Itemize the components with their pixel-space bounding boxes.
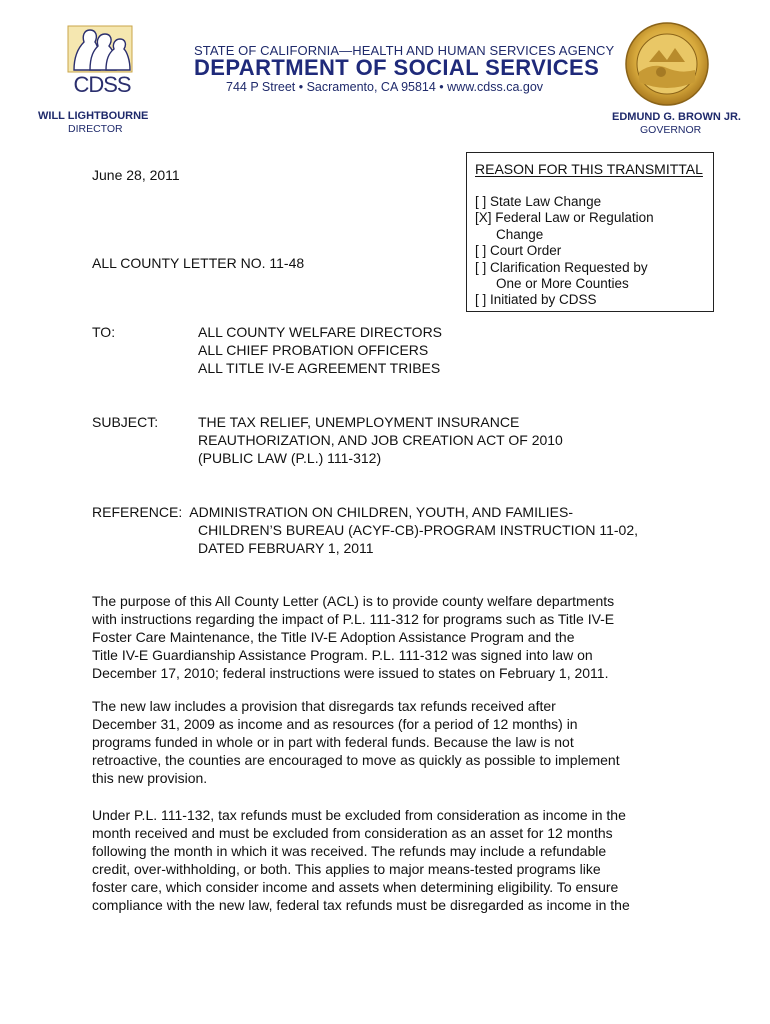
reference-line: DATED FEBRUARY 1, 2011	[198, 540, 374, 556]
paragraph-line: December 31, 2009 as income and as resources (for a period of 12 months) in	[92, 716, 578, 732]
cdss-logo	[60, 20, 140, 110]
transmittal-item: [ ] Court Order	[475, 243, 562, 259]
letter-number: ALL COUNTY LETTER NO. 11-48	[92, 255, 305, 271]
people-silhouette-icon	[60, 20, 140, 76]
reference-line: CHILDREN’S BUREAU (ACYF-CB)-PROGRAM INSTRUCTION 11-02,	[198, 522, 639, 538]
transmittal-item: Change	[496, 226, 544, 242]
transmittal-item: One or More Counties	[496, 276, 629, 292]
subject-line: REAUTHORIZATION, AND JOB CREATION ACT OF 2010	[198, 432, 563, 448]
subject-line: THE TAX RELIEF, UNEMPLOYMENT INSURANCE	[198, 414, 520, 430]
paragraph-line: The new law includes a provision that disregards tax refunds received after	[92, 698, 556, 714]
transmittal-list	[475, 194, 654, 309]
paragraph-line: Title IV-E Guardianship Assistance Program. P.L. 111-312 was signed into law on	[92, 647, 593, 663]
logo-text: CDSS	[73, 72, 131, 97]
governor-name: EDMUND G. BROWN JR.	[612, 111, 741, 123]
paragraph-line: Under P.L. 111-132, tax refunds must be excluded from consideration as income in the	[92, 807, 626, 823]
reference-first-line: REFERENCE: ADMINISTRATION ON CHILDREN, YOUTH, AND FAMILIES-	[92, 504, 573, 520]
governor-title: GOVERNOR	[640, 124, 702, 136]
paragraph-line: foster care, which consider income and assets when determining eligibility. To ensure	[92, 879, 619, 895]
state-seal-icon	[625, 22, 709, 106]
transmittal-item: [X] Federal Law or Regulation	[475, 210, 654, 226]
director-name: WILL LIGHTBOURNE	[38, 110, 149, 122]
paragraph-line: with instructions regarding the impact of P.L. 111-312 for programs such as Title IV-E	[92, 611, 615, 627]
transmittal-item: [ ] Initiated by CDSS	[475, 292, 597, 308]
agency-name: STATE OF CALIFORNIA—HEALTH AND HUMAN SERVICES AGENCY	[194, 43, 615, 58]
paragraph-line: month received and must be excluded from consideration as an asset for 12 months	[92, 825, 613, 841]
body-paragraph-1	[92, 592, 692, 682]
body-paragraph-3	[92, 806, 692, 914]
subject-label: SUBJECT:	[92, 414, 159, 430]
paragraph-line: Foster Care Maintenance, the Title IV-E Adoption Assistance Program and the	[92, 629, 575, 645]
subject-text	[198, 413, 563, 467]
paragraph-line: retroactive, the counties are encouraged to move as quickly as possible to implement	[92, 752, 620, 768]
paragraph-line: credit, over-withholding, or both. This applies to major means-tested programs like	[92, 861, 601, 877]
paragraph-line: following the month in which it was received. The refunds may include a refundable	[92, 843, 607, 859]
recipient-line: ALL COUNTY WELFARE DIRECTORS	[198, 324, 443, 340]
paragraph-line: compliance with the new law, federal tax refunds must be disregarded as income in the	[92, 897, 630, 913]
paragraph-line: The purpose of this All County Letter (ACL) is to provide county welfare departments	[92, 593, 615, 609]
reference-text	[198, 521, 638, 557]
to-recipients	[198, 323, 442, 377]
transmittal-item: [ ] Clarification Requested by	[475, 259, 648, 275]
body-paragraph-2	[92, 697, 692, 787]
transmittal-title: REASON FOR THIS TRANSMITTAL	[475, 161, 703, 177]
recipient-line: ALL CHIEF PROBATION OFFICERS	[198, 342, 429, 358]
transmittal-item: [ ] State Law Change	[475, 194, 602, 209]
department-name: DEPARTMENT OF SOCIAL SERVICES	[194, 55, 600, 80]
to-label: TO:	[92, 324, 116, 340]
subject-line: (PUBLIC LAW (P.L.) 111-312)	[198, 450, 382, 466]
director-title: DIRECTOR	[68, 123, 123, 135]
department-address: 744 P Street • Sacramento, CA 95814 • www.cdss.ca.gov	[226, 80, 544, 94]
recipient-line: ALL TITLE IV-E AGREEMENT TRIBES	[198, 360, 441, 376]
paragraph-line: programs funded in whole or in part with federal funds. Because the law is not	[92, 734, 574, 750]
paragraph-line: December 17, 2010; federal instructions were issued to states on February 1, 2011.	[92, 665, 609, 681]
transmittal-box	[466, 152, 714, 312]
paragraph-line: this new provision.	[92, 770, 208, 786]
letter-date: June 28, 2011	[92, 167, 180, 183]
